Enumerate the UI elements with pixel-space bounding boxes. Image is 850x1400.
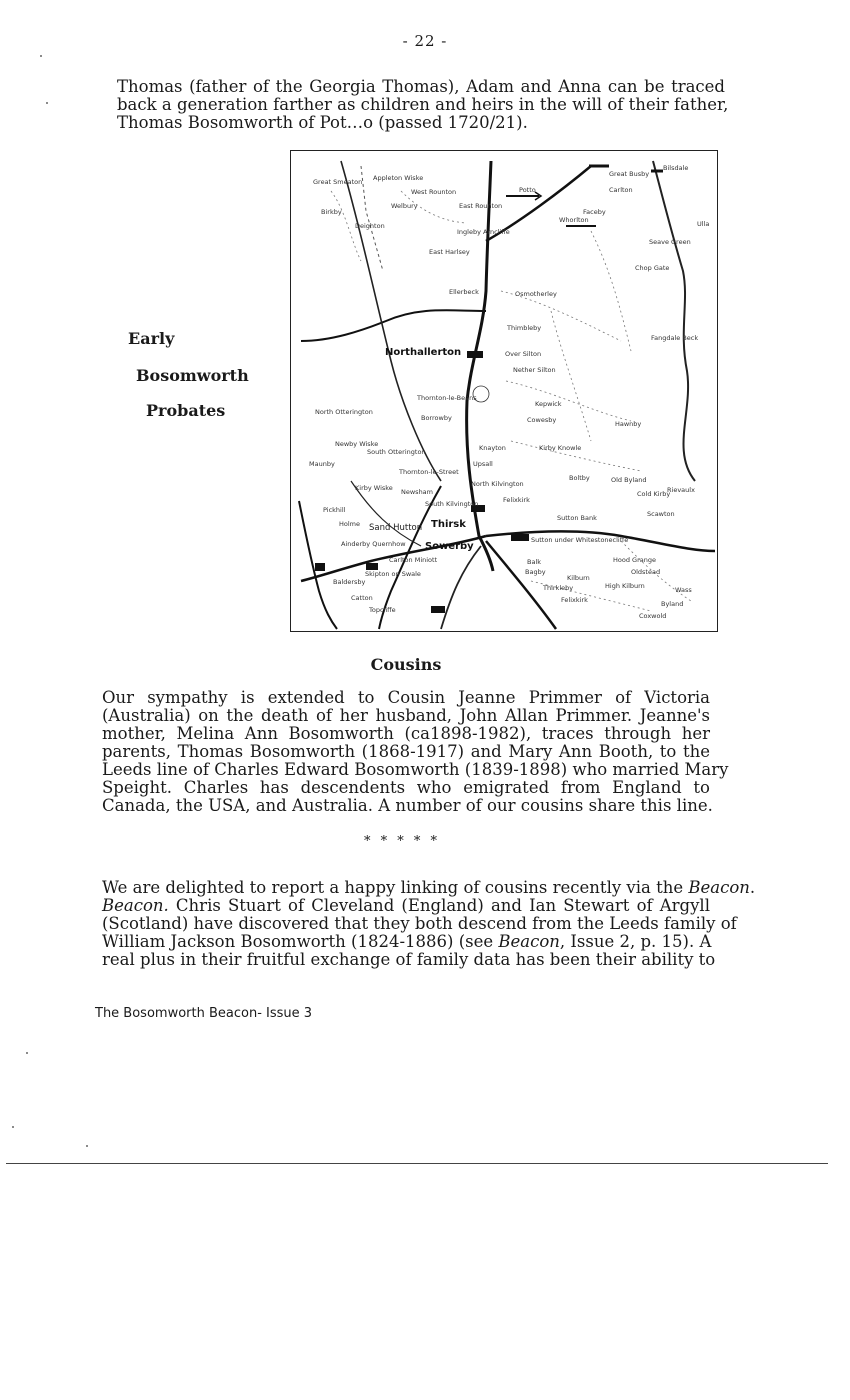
text-run: William Jackson Bosomworth (1824-1886) (see xyxy=(102,932,499,951)
map-label: Coxwold xyxy=(639,612,667,620)
text-run: , Issue 2, p. 15). A xyxy=(559,932,712,951)
map-label: Balk xyxy=(527,558,542,566)
scan-speck xyxy=(46,102,48,104)
text-run: Chris Stuart of Cleveland (England) and Ian Stewart of Argyll xyxy=(168,896,710,915)
map-label: Thirkleby xyxy=(543,584,574,592)
map-label: Nether Silton xyxy=(513,366,556,374)
map-label: Welbury xyxy=(391,202,418,210)
scan-speck xyxy=(26,1052,28,1054)
beacon-italic: Beacon xyxy=(688,878,750,897)
map-label: Borrowby xyxy=(421,414,452,422)
text-run: . xyxy=(749,878,756,897)
map-label: Appleton Wiske xyxy=(373,174,424,182)
map-label: Skipton on Swale xyxy=(365,570,421,578)
map-label: Great Busby xyxy=(609,170,650,178)
map-label: Bilsdale xyxy=(663,164,689,172)
map-label-thirsk: Thirsk xyxy=(431,519,466,530)
map-label: North Otterington xyxy=(315,408,373,416)
map-label: South Kilvington xyxy=(425,500,479,508)
map-label: Newby Wiske xyxy=(335,440,379,448)
map-label: Faceby xyxy=(583,208,606,216)
map-label: Ulla xyxy=(697,220,710,228)
map-label: High Kilburn xyxy=(605,582,645,590)
map-label: Fangdale Beck xyxy=(651,334,699,342)
map-label: Over Silton xyxy=(505,350,542,358)
map-label: Maunby xyxy=(309,460,335,468)
map-label: Seave Green xyxy=(649,238,691,246)
map-label: Thimbleby xyxy=(507,324,542,332)
map-label: Ellerbeck xyxy=(449,288,479,296)
text-run: real plus in their fruitful exchange of family data has been their ability to xyxy=(102,950,716,969)
map-label: Carlton Miniott xyxy=(389,556,438,564)
beacon-italic: Beacon. xyxy=(102,896,169,915)
linking-line xyxy=(102,897,710,915)
map-label: Boltby xyxy=(569,474,590,482)
map-label: East Rounton xyxy=(459,202,503,210)
map-label: Thornton-le-Beans xyxy=(417,394,477,402)
map-label-sowerby: Sowerby xyxy=(425,541,474,552)
map-label: Birkby xyxy=(321,208,342,216)
cousins-line: Our sympathy is extended to Cousin Jeanne Primmer of Victoria xyxy=(102,688,710,707)
probates-map xyxy=(290,150,718,632)
cousins-line: Speight. Charles has descendents who emigrated from England to xyxy=(102,778,710,797)
linking-line xyxy=(102,914,737,933)
footer-issue: The Bosomworth Beacon- Issue 3 xyxy=(95,1006,313,1021)
map-label: East Harlsey xyxy=(429,248,470,256)
map-label: Scawton xyxy=(647,510,675,518)
sidebar-label-probates: Probates xyxy=(146,401,226,420)
map-label: Pickhill xyxy=(323,506,346,514)
map-label: Cowesby xyxy=(527,416,557,424)
map-label: Great Smeaton xyxy=(313,178,363,186)
map-label: Knayton xyxy=(479,444,506,452)
map-label: West Rounton xyxy=(411,188,457,196)
cousins-line: (Australia) on the death of her husband, John Allan Primmer. Jeanne's xyxy=(102,706,710,725)
map-label: Ainderby Quernhow xyxy=(341,540,406,548)
cousins-line: mother, Melina Ann Bosomworth (ca1898-1982), traces through her xyxy=(102,724,710,743)
cousins-line: Leeds line of Charles Edward Bosomworth (1839-1898) who married Mary xyxy=(102,760,729,779)
linking-line xyxy=(102,933,710,951)
map-label: Newsham xyxy=(401,488,433,496)
map-label: Potto xyxy=(519,186,536,194)
map-label: Osmotherley xyxy=(515,290,557,298)
map-label: North Kilvington xyxy=(471,480,524,488)
linking-line xyxy=(102,878,756,897)
map-label: Upsall xyxy=(473,460,493,468)
map-label: Kepwick xyxy=(535,400,562,408)
cousins-line: parents, Thomas Bosomworth (1868-1917) and Mary Ann Booth, to the xyxy=(102,742,710,761)
map-label: Catton xyxy=(351,594,373,602)
map-label-northallerton: Northallerton xyxy=(385,347,462,358)
map-label: Sand Hutton xyxy=(369,523,423,533)
map-label: Topcliffe xyxy=(369,606,396,614)
map-label: Byland xyxy=(661,600,684,608)
intro-line: Thomas Bosomworth of Pot…o (passed 1720/21). xyxy=(117,113,528,132)
map-label: Felixkirk xyxy=(503,496,530,504)
map-label: Kirby Knowle xyxy=(539,444,582,452)
map-label: Sutton under Whitestonecliffe xyxy=(531,536,629,544)
text-run: (Scotland) have discovered that they both descend from the Leeds family of xyxy=(102,914,737,933)
map-label: Hawnby xyxy=(615,420,642,428)
map-label: Chop Gate xyxy=(635,264,670,272)
intro-line: back a generation farther as children and heirs in the will of their father, xyxy=(117,95,729,114)
map-label: Baldersby xyxy=(333,578,366,586)
sidebar-label-bosomworth: Bosomworth xyxy=(136,366,249,385)
page-number: - 22 - xyxy=(402,32,448,50)
map-label: Felixkirk xyxy=(561,596,588,604)
map-label: Wass xyxy=(675,586,692,594)
map-label: Thornton-le-Street xyxy=(399,468,459,476)
section-heading-cousins: Cousins xyxy=(370,655,442,674)
linking-paragraph xyxy=(102,878,756,969)
map-label: Rievaulx xyxy=(667,486,695,494)
text-run: We are delighted to report a happy linking of cousins recently via the xyxy=(102,878,689,897)
map-label: Deighton xyxy=(355,222,385,230)
scan-edge-rule xyxy=(6,1163,828,1164)
map-label: Hood Grange xyxy=(613,556,656,564)
sidebar-label-early: Early xyxy=(128,329,175,348)
map-label: Sutton Bank xyxy=(557,514,597,522)
map-label: South Otterington xyxy=(367,448,426,456)
map-label: Oldstead xyxy=(631,568,661,576)
beacon-italic: Beacon xyxy=(498,932,560,951)
map-label: Whorlton xyxy=(559,216,589,224)
map-label: Cold Kirby xyxy=(637,490,671,498)
map-label: Carlton xyxy=(609,186,633,194)
map-label: Holme xyxy=(339,520,361,528)
intro-paragraph xyxy=(117,77,729,132)
map-label: Kilburn xyxy=(567,574,590,582)
intro-line: Thomas (father of the Georgia Thomas), Adam and Anna can be traced xyxy=(117,77,725,96)
linking-line xyxy=(102,950,716,969)
map-label: Ingleby Arncliffe xyxy=(457,228,510,236)
map-label: Old Byland xyxy=(611,476,647,484)
map-label: Kirby Wiske xyxy=(355,484,393,492)
scan-speck xyxy=(12,1126,14,1128)
scan-speck xyxy=(86,1145,88,1147)
section-separator: * * * * * xyxy=(363,834,441,849)
map-label: Bagby xyxy=(525,568,546,576)
scan-speck xyxy=(40,55,42,57)
cousins-paragraph xyxy=(102,688,729,815)
cousins-line: Canada, the USA, and Australia. A number of our cousins share this line. xyxy=(102,796,713,815)
